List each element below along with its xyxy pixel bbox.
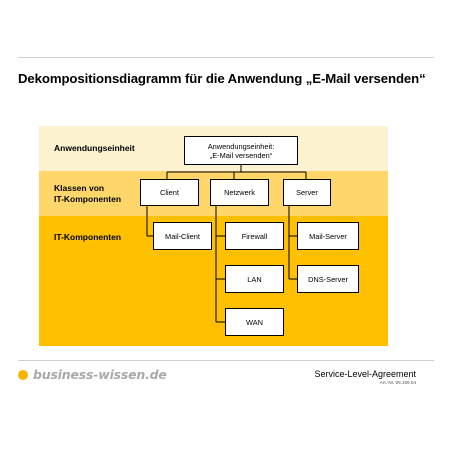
logo-dot-icon: [18, 370, 28, 380]
component-node-mail-server: Mail-Server: [297, 222, 359, 250]
component-node-wan: WAN: [225, 308, 284, 336]
class-node-network: Netzwerk: [210, 179, 269, 206]
component-node-dns-server: DNS-Server: [297, 265, 359, 293]
component-node-lan: LAN: [225, 265, 284, 293]
class-node-server: Server: [283, 179, 331, 206]
footer-title: Service-Level-Agreement: [314, 369, 416, 379]
level-label-application: Anwendungseinheit: [54, 143, 135, 153]
level-label-component-classes: Klassen von IT-Komponenten: [54, 183, 122, 204]
component-node-firewall: Firewall: [225, 222, 284, 250]
component-node-mail-client: Mail-Client: [153, 222, 212, 250]
brand-logo: [18, 367, 167, 382]
root-node-application-unit: Anwendungseinheit: „E-Mail versenden“: [184, 136, 298, 165]
bottom-divider: [18, 360, 434, 361]
level-label-components: IT-Komponenten: [54, 232, 122, 242]
brand-name: business-wissen.de: [33, 367, 167, 382]
diagram-title: Dekompositionsdiagramm für die Anwendung „E-Mail versenden“: [18, 71, 426, 86]
class-node-client: Client: [140, 179, 199, 206]
footer-article-number: Art.-Nr. 99.169.04: [379, 380, 416, 385]
